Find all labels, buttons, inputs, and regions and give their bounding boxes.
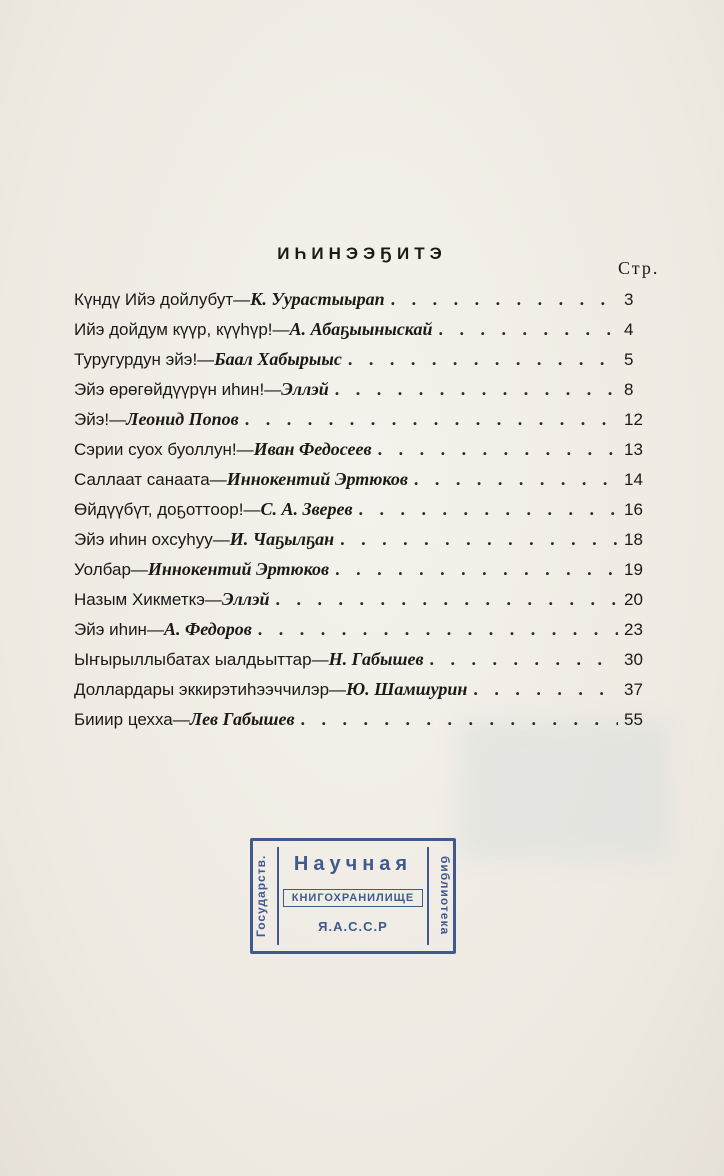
entry-author: Леонид Попов [126, 409, 239, 429]
toc-entry [74, 318, 654, 348]
toc-entry [74, 558, 654, 588]
table-of-contents [74, 288, 654, 738]
entry-title: Уолбар— [74, 560, 148, 579]
entry-author: Эллэй [221, 589, 270, 609]
entry-author: Н. Габышев [328, 649, 424, 669]
dot-leader [301, 708, 618, 730]
entry-title: Доллардары эккирэтиһээччилэр— [74, 680, 347, 699]
dot-leader [439, 318, 619, 340]
entry-page-number: 37 [624, 680, 643, 699]
dot-leader [335, 378, 618, 400]
dot-leader [258, 618, 618, 640]
entry-page-number: 12 [624, 410, 643, 429]
entry-page-number: 55 [624, 710, 643, 729]
entry-title: Назым Хикметкэ— [74, 590, 222, 609]
entry-author: И. Чаҕылҕан [229, 529, 335, 549]
dot-leader [378, 438, 618, 460]
entry-author: Лев Габышев [189, 709, 295, 729]
stamp-line-2: КНИГОХРАНИЛИЩЕ [283, 889, 423, 907]
toc-heading: ИҺИНЭЭҔИТЭ [277, 244, 447, 263]
entry-author: А. Абаҕыыныскай [289, 319, 433, 339]
entry-author: Иван Федосеев [253, 439, 372, 459]
toc-entry [74, 348, 654, 378]
entry-title: Күндү Ийэ дойлубут— [74, 290, 251, 309]
entry-title: Сэрии суох буоллун!— [74, 440, 254, 459]
entry-author: Баал Хабырыыс [214, 349, 342, 369]
entry-author: А. Федоров [163, 619, 252, 639]
entry-page-number: 13 [624, 440, 643, 459]
toc-entry [74, 498, 654, 528]
stamp-line-3: Я.А.С.С.Р [318, 919, 388, 934]
entry-page-number: 5 [624, 350, 634, 369]
entry-page-number: 16 [624, 500, 643, 519]
entry-title: Эйэ иһин— [74, 620, 164, 639]
stamp-right-text: библиотека [438, 856, 452, 936]
dot-leader [348, 348, 618, 370]
entry-page-number: 4 [624, 320, 634, 339]
page-column-label: Стр. [618, 258, 660, 278]
dot-leader [335, 558, 618, 580]
entry-page-number: 14 [624, 470, 643, 489]
stamp-left-text: Государств. [254, 854, 268, 938]
toc-entry [74, 288, 654, 318]
dot-leader [245, 408, 618, 430]
dot-leader [391, 288, 618, 310]
toc-entry [74, 528, 654, 558]
stamp-center [277, 847, 429, 945]
entry-page-number: 18 [624, 530, 643, 549]
entry-author: Эллэй [281, 379, 329, 399]
entry-author: Иннокентий Эртюков [226, 469, 408, 489]
entry-title: Бииир цехха— [74, 710, 190, 729]
entry-page-number: 30 [624, 650, 643, 669]
toc-entry [74, 678, 654, 708]
toc-entry [74, 408, 654, 438]
entry-author: Иннокентий Эртюков [147, 559, 330, 579]
entry-page-number: 19 [624, 560, 643, 579]
toc-entry [74, 648, 654, 678]
entry-title: Ийэ дойдум күүр, күүһүр!— [74, 320, 290, 339]
toc-entry [74, 618, 654, 648]
dot-leader [414, 468, 618, 490]
entry-title: Эйэ өрөгөйдүүрүн иһин!— [74, 380, 282, 399]
entry-author: С. А. Зверев [260, 499, 353, 519]
entry-page-number: 3 [624, 290, 634, 309]
dot-leader [340, 528, 618, 550]
entry-title: Саллаат санаата— [74, 470, 227, 489]
toc-entry [74, 708, 654, 738]
entry-title: Туругурдун эйэ!— [74, 350, 215, 369]
paper-stain [460, 720, 670, 860]
entry-page-number: 23 [624, 620, 643, 639]
dot-leader [473, 678, 618, 700]
entry-page-number: 8 [624, 380, 634, 399]
entry-title: Ыҥырыллыбатах ыалдьыттар— [74, 650, 329, 669]
stamp-line-1: Научная [293, 853, 413, 875]
entry-title: Өйдүүбүт, доҕоттоор!— [74, 500, 261, 519]
dot-leader [275, 588, 618, 610]
dot-leader [430, 648, 618, 670]
toc-entry [74, 378, 654, 408]
entry-page-number: 20 [624, 590, 643, 609]
entry-title: Эйэ иһин охсуһуу— [74, 530, 230, 549]
toc-entry [74, 588, 654, 618]
entry-author: Ю. Шамшурин [346, 679, 468, 699]
toc-entry [74, 438, 654, 468]
entry-title: Эйэ!— [74, 410, 127, 429]
toc-entry [74, 468, 654, 498]
dot-leader [359, 498, 619, 520]
entry-author: К. Уурастыырап [250, 289, 385, 309]
library-stamp [250, 838, 456, 954]
